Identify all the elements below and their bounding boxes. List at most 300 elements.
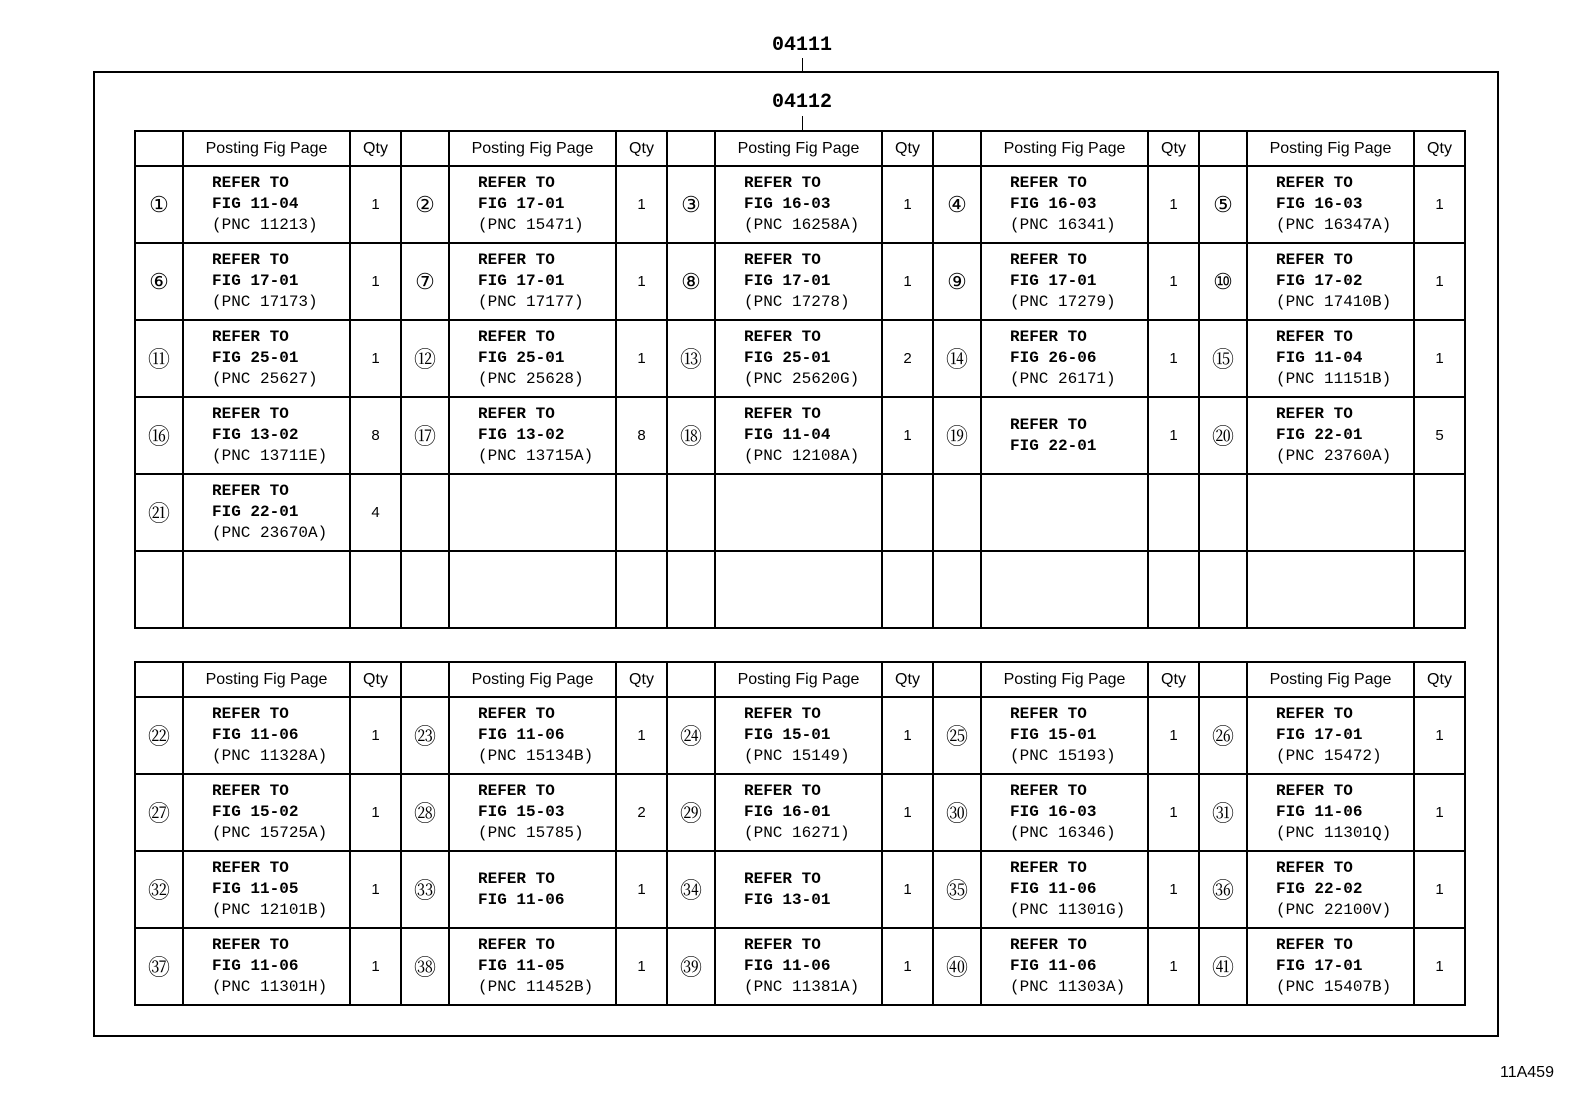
qty-cell: 1 xyxy=(1148,397,1199,474)
qty-cell: 1 xyxy=(1148,851,1199,928)
reference-pnc-line: (PNC 23760A) xyxy=(1276,447,1392,465)
reference-fig-line: FIG 17-01 xyxy=(744,272,831,290)
reference-fig-line: FIG 22-01 xyxy=(1276,426,1363,444)
reference-text xyxy=(716,327,881,390)
table-row xyxy=(135,928,1465,1005)
reference-cell xyxy=(981,928,1148,1005)
callout-number: ① xyxy=(135,166,183,243)
reference-refer-line: REFER TO xyxy=(212,782,289,800)
reference-pnc-line: (PNC 15785) xyxy=(478,824,584,842)
reference-text xyxy=(184,704,349,767)
callout-number: ⑬ xyxy=(667,320,715,397)
qty-cell xyxy=(1414,474,1465,551)
qty-cell xyxy=(1148,474,1199,551)
reference-pnc-line: (PNC 11151B) xyxy=(1276,370,1392,388)
callout-number: ⑥ xyxy=(135,243,183,320)
reference-cell xyxy=(183,397,350,474)
callout-number: ㉟ xyxy=(933,851,981,928)
callout-number: ⑳ xyxy=(1199,397,1247,474)
reference-pnc-line: (PNC 11213) xyxy=(212,216,318,234)
reference-text xyxy=(1248,173,1413,236)
reference-refer-line: REFER TO xyxy=(1276,405,1353,423)
reference-cell xyxy=(449,397,616,474)
reference-fig-line: FIG 17-02 xyxy=(1276,272,1363,290)
header-blank xyxy=(135,662,183,697)
header-posting-fig-page: Posting Fig Page xyxy=(715,662,882,697)
reference-cell xyxy=(1247,397,1414,474)
reference-refer-line: REFER TO xyxy=(1276,174,1353,192)
reference-text xyxy=(982,250,1147,313)
reference-fig-line: FIG 25-01 xyxy=(212,349,299,367)
callout-number: ㊲ xyxy=(135,928,183,1005)
reference-text xyxy=(716,869,881,911)
callout-number: ② xyxy=(401,166,449,243)
qty-cell: 1 xyxy=(882,851,933,928)
reference-text xyxy=(450,935,615,998)
table-row xyxy=(135,320,1465,397)
reference-pnc-line: (PNC 17410B) xyxy=(1276,293,1392,311)
qty-cell: 5 xyxy=(1414,397,1465,474)
callout-number: ㉜ xyxy=(135,851,183,928)
reference-fig-line: FIG 16-01 xyxy=(744,803,831,821)
reference-fig-line: FIG 17-01 xyxy=(1276,957,1363,975)
reference-refer-line: REFER TO xyxy=(1276,705,1353,723)
callout-number: ⑧ xyxy=(667,243,715,320)
callout-number: ㉑ xyxy=(135,474,183,551)
reference-text xyxy=(1248,404,1413,467)
reference-text xyxy=(1248,250,1413,313)
reference-fig-line: FIG 11-06 xyxy=(212,726,299,744)
qty-cell: 1 xyxy=(350,851,401,928)
reference-pnc-line: (PNC 11303A) xyxy=(1010,978,1126,996)
reference-text xyxy=(716,935,881,998)
reference-cell xyxy=(715,551,882,628)
qty-cell: 1 xyxy=(616,851,667,928)
qty-cell: 1 xyxy=(882,166,933,243)
callout-number: ㉔ xyxy=(667,697,715,774)
reference-cell xyxy=(449,551,616,628)
reference-pnc-line: (PNC 23670A) xyxy=(212,524,328,542)
reference-pnc-line: (PNC 12101B) xyxy=(212,901,328,919)
callout-number: ㉖ xyxy=(1199,697,1247,774)
reference-cell xyxy=(183,774,350,851)
reference-pnc-line: (PNC 15472) xyxy=(1276,747,1382,765)
table-row xyxy=(135,397,1465,474)
reference-pnc-line: (PNC 26171) xyxy=(1010,370,1116,388)
reference-cell xyxy=(981,774,1148,851)
qty-cell: 1 xyxy=(882,774,933,851)
reference-pnc-line: (PNC 17279) xyxy=(1010,293,1116,311)
reference-pnc-line: (PNC 25620G) xyxy=(744,370,860,388)
reference-text xyxy=(450,869,615,911)
reference-text xyxy=(450,173,615,236)
qty-cell: 1 xyxy=(1148,774,1199,851)
callout-number: ㊴ xyxy=(667,928,715,1005)
reference-refer-line: REFER TO xyxy=(744,869,821,888)
reference-text xyxy=(184,250,349,313)
reference-cell xyxy=(981,243,1148,320)
reference-text xyxy=(982,858,1147,921)
callout-number xyxy=(401,551,449,628)
callout-number xyxy=(1199,551,1247,628)
reference-pnc-line: (PNC 16346) xyxy=(1010,824,1116,842)
header-blank xyxy=(933,131,981,166)
reference-cell xyxy=(981,397,1148,474)
reference-text xyxy=(716,250,881,313)
callout-number: ⑮ xyxy=(1199,320,1247,397)
callout-number: ⑱ xyxy=(667,397,715,474)
callout-number: ㉝ xyxy=(401,851,449,928)
qty-cell xyxy=(1414,551,1465,628)
reference-cell xyxy=(183,166,350,243)
reference-refer-line: REFER TO xyxy=(478,174,555,192)
reference-pnc-line: (PNC 25627) xyxy=(212,370,318,388)
header-posting-fig-page: Posting Fig Page xyxy=(981,662,1148,697)
reference-cell xyxy=(715,243,882,320)
reference-fig-line: FIG 11-05 xyxy=(478,957,565,975)
reference-cell xyxy=(715,166,882,243)
qty-cell: 1 xyxy=(616,928,667,1005)
reference-refer-line: REFER TO xyxy=(1010,251,1087,269)
reference-cell xyxy=(183,243,350,320)
qty-cell: 8 xyxy=(616,397,667,474)
reference-cell xyxy=(449,697,616,774)
qty-cell: 1 xyxy=(1148,320,1199,397)
reference-fig-line: FIG 17-01 xyxy=(1276,726,1363,744)
reference-text xyxy=(184,781,349,844)
reference-refer-line: REFER TO xyxy=(744,705,821,723)
qty-cell xyxy=(882,551,933,628)
reference-refer-line: REFER TO xyxy=(1010,782,1087,800)
reference-text xyxy=(184,858,349,921)
qty-cell: 1 xyxy=(1148,928,1199,1005)
reference-fig-line: FIG 15-01 xyxy=(744,726,831,744)
reference-text xyxy=(450,327,615,390)
reference-pnc-line: (PNC 15725A) xyxy=(212,824,328,842)
reference-fig-line: FIG 15-02 xyxy=(212,803,299,821)
header-posting-fig-page: Posting Fig Page xyxy=(1247,131,1414,166)
callout-number: ⑨ xyxy=(933,243,981,320)
reference-cell xyxy=(449,166,616,243)
reference-pnc-line: (PNC 11301Q) xyxy=(1276,824,1392,842)
reference-refer-line: REFER TO xyxy=(478,705,555,723)
qty-cell: 1 xyxy=(616,243,667,320)
qty-cell: 2 xyxy=(616,774,667,851)
reference-text xyxy=(716,704,881,767)
callout-number xyxy=(1199,474,1247,551)
reference-text xyxy=(1248,781,1413,844)
reference-cell xyxy=(715,851,882,928)
reference-fig-line: FIG 17-01 xyxy=(1010,272,1097,290)
outer-leader-line xyxy=(802,58,803,71)
reference-cell xyxy=(981,551,1148,628)
callout-number xyxy=(667,551,715,628)
reference-fig-line: FIG 13-01 xyxy=(744,890,831,909)
reference-refer-line: REFER TO xyxy=(1010,936,1087,954)
reference-text xyxy=(1248,935,1413,998)
header-qty: Qty xyxy=(350,662,401,697)
reference-fig-line: FIG 16-03 xyxy=(1010,803,1097,821)
reference-refer-line: REFER TO xyxy=(744,328,821,346)
callout-number xyxy=(667,474,715,551)
header-row xyxy=(135,131,1465,166)
reference-pnc-line: (PNC 13711E) xyxy=(212,447,328,465)
reference-fig-line: FIG 17-01 xyxy=(478,272,565,290)
reference-fig-line: FIG 11-06 xyxy=(1010,957,1097,975)
illustration-code: 11A459 xyxy=(1500,1064,1554,1081)
callout-number: ㉓ xyxy=(401,697,449,774)
reference-fig-line: FIG 17-01 xyxy=(478,195,565,213)
header-blank xyxy=(401,131,449,166)
callout-number: ⑰ xyxy=(401,397,449,474)
reference-text xyxy=(184,481,349,544)
reference-refer-line: REFER TO xyxy=(744,174,821,192)
reference-pnc-line: (PNC 17278) xyxy=(744,293,850,311)
callout-number: ⑫ xyxy=(401,320,449,397)
reference-fig-line: FIG 22-01 xyxy=(212,503,299,521)
reference-cell xyxy=(715,774,882,851)
reference-text xyxy=(982,935,1147,998)
header-qty: Qty xyxy=(350,131,401,166)
reference-text xyxy=(982,415,1147,457)
reference-pnc-line: (PNC 25628) xyxy=(478,370,584,388)
reference-pnc-line: (PNC 16341) xyxy=(1010,216,1116,234)
callout-number: ㊳ xyxy=(401,928,449,1005)
qty-cell: 1 xyxy=(1414,774,1465,851)
callout-number: ④ xyxy=(933,166,981,243)
callout-number: ㊶ xyxy=(1199,928,1247,1005)
reference-pnc-line: (PNC 16271) xyxy=(744,824,850,842)
reference-cell xyxy=(715,928,882,1005)
reference-fig-line: FIG 11-06 xyxy=(212,957,299,975)
reference-fig-line: FIG 16-03 xyxy=(1010,195,1097,213)
callout-number: ㉒ xyxy=(135,697,183,774)
reference-fig-line: FIG 13-02 xyxy=(212,426,299,444)
reference-text xyxy=(450,781,615,844)
callout-number: ③ xyxy=(667,166,715,243)
reference-fig-line: FIG 15-03 xyxy=(478,803,565,821)
reference-cell xyxy=(449,243,616,320)
reference-refer-line: REFER TO xyxy=(744,405,821,423)
table-row xyxy=(135,243,1465,320)
reference-refer-line: REFER TO xyxy=(212,174,289,192)
callout-number: ⑲ xyxy=(933,397,981,474)
callout-number: ㊵ xyxy=(933,928,981,1005)
header-qty: Qty xyxy=(1148,131,1199,166)
reference-cell xyxy=(1247,320,1414,397)
reference-text xyxy=(184,327,349,390)
reference-cell xyxy=(449,928,616,1005)
reference-refer-line: REFER TO xyxy=(478,869,555,888)
reference-fig-line: FIG 16-03 xyxy=(1276,195,1363,213)
reference-pnc-line: (PNC 22100V) xyxy=(1276,901,1392,919)
qty-cell: 1 xyxy=(350,320,401,397)
reference-text xyxy=(1248,858,1413,921)
reference-refer-line: REFER TO xyxy=(212,328,289,346)
reference-cell xyxy=(449,320,616,397)
callout-number: ⑦ xyxy=(401,243,449,320)
reference-text xyxy=(982,173,1147,236)
callout-number: ㉙ xyxy=(667,774,715,851)
reference-pnc-line: (PNC 15193) xyxy=(1010,747,1116,765)
qty-cell: 1 xyxy=(1414,697,1465,774)
reference-cell xyxy=(1247,774,1414,851)
reference-pnc-line: (PNC 17173) xyxy=(212,293,318,311)
reference-text xyxy=(716,404,881,467)
reference-refer-line: REFER TO xyxy=(478,405,555,423)
reference-pnc-line: (PNC 11328A) xyxy=(212,747,328,765)
callout-number: ㉘ xyxy=(401,774,449,851)
reference-cell xyxy=(183,551,350,628)
reference-refer-line: REFER TO xyxy=(212,405,289,423)
header-blank xyxy=(933,662,981,697)
reference-cell xyxy=(1247,928,1414,1005)
qty-cell xyxy=(350,551,401,628)
callout-number: ㉕ xyxy=(933,697,981,774)
callout-number: ⑪ xyxy=(135,320,183,397)
reference-pnc-line: (PNC 12108A) xyxy=(744,447,860,465)
qty-cell: 1 xyxy=(1148,243,1199,320)
reference-refer-line: REFER TO xyxy=(212,859,289,877)
reference-text xyxy=(1248,704,1413,767)
qty-cell: 1 xyxy=(350,697,401,774)
reference-pnc-line: (PNC 15471) xyxy=(478,216,584,234)
reference-refer-line: REFER TO xyxy=(212,251,289,269)
callout-number: ㉗ xyxy=(135,774,183,851)
callout-number xyxy=(401,474,449,551)
callout-number: ⑭ xyxy=(933,320,981,397)
reference-pnc-line: (PNC 15134B) xyxy=(478,747,594,765)
qty-cell: 1 xyxy=(616,320,667,397)
reference-refer-line: REFER TO xyxy=(478,328,555,346)
header-blank xyxy=(1199,131,1247,166)
qty-cell xyxy=(882,474,933,551)
reference-fig-line: FIG 13-02 xyxy=(478,426,565,444)
reference-pnc-line: (PNC 15407B) xyxy=(1276,978,1392,996)
callout-number: ⑯ xyxy=(135,397,183,474)
reference-cell xyxy=(449,851,616,928)
table-row xyxy=(135,474,1465,551)
callout-number: ㊱ xyxy=(1199,851,1247,928)
qty-cell: 1 xyxy=(1414,851,1465,928)
callout-number: ⑤ xyxy=(1199,166,1247,243)
qty-cell: 1 xyxy=(350,243,401,320)
header-posting-fig-page: Posting Fig Page xyxy=(1247,662,1414,697)
reference-pnc-line: (PNC 11301G) xyxy=(1010,901,1126,919)
reference-cell xyxy=(715,397,882,474)
reference-refer-line: REFER TO xyxy=(1276,328,1353,346)
header-qty: Qty xyxy=(1414,131,1465,166)
reference-fig-line: FIG 26-06 xyxy=(1010,349,1097,367)
reference-fig-line: FIG 25-01 xyxy=(478,349,565,367)
reference-fig-line: FIG 22-01 xyxy=(1010,436,1097,455)
reference-fig-line: FIG 11-06 xyxy=(478,890,565,909)
qty-cell: 1 xyxy=(350,928,401,1005)
header-qty: Qty xyxy=(882,131,933,166)
reference-cell xyxy=(1247,166,1414,243)
reference-cell xyxy=(981,320,1148,397)
qty-cell: 1 xyxy=(1414,243,1465,320)
callout-number: ㉚ xyxy=(933,774,981,851)
header-posting-fig-page: Posting Fig Page xyxy=(183,662,350,697)
header-blank xyxy=(667,131,715,166)
header-posting-fig-page: Posting Fig Page xyxy=(715,131,882,166)
reference-fig-line: FIG 11-06 xyxy=(1010,880,1097,898)
qty-cell: 1 xyxy=(616,697,667,774)
reference-refer-line: REFER TO xyxy=(1010,859,1087,877)
qty-cell: 1 xyxy=(1414,166,1465,243)
reference-pnc-line: (PNC 11301H) xyxy=(212,978,328,996)
header-qty: Qty xyxy=(616,662,667,697)
reference-fig-line: FIG 11-06 xyxy=(744,957,831,975)
reference-text xyxy=(716,173,881,236)
reference-cell xyxy=(981,697,1148,774)
qty-cell xyxy=(616,551,667,628)
qty-cell: 1 xyxy=(350,774,401,851)
reference-pnc-line: (PNC 16258A) xyxy=(744,216,860,234)
reference-pnc-line: (PNC 16347A) xyxy=(1276,216,1392,234)
table-row xyxy=(135,774,1465,851)
reference-refer-line: REFER TO xyxy=(1010,174,1087,192)
qty-cell: 1 xyxy=(1148,166,1199,243)
header-blank xyxy=(135,131,183,166)
table-row xyxy=(135,697,1465,774)
reference-text xyxy=(982,781,1147,844)
qty-cell xyxy=(1148,551,1199,628)
qty-cell: 1 xyxy=(1414,928,1465,1005)
header-posting-fig-page: Posting Fig Page xyxy=(981,131,1148,166)
reference-text xyxy=(450,404,615,467)
parts-table-1 xyxy=(134,130,1466,629)
reference-refer-line: REFER TO xyxy=(744,251,821,269)
reference-text xyxy=(982,327,1147,390)
reference-fig-line: FIG 15-01 xyxy=(1010,726,1097,744)
qty-cell: 1 xyxy=(882,243,933,320)
header-blank xyxy=(1199,662,1247,697)
reference-fig-line: FIG 17-01 xyxy=(212,272,299,290)
header-posting-fig-page: Posting Fig Page xyxy=(183,131,350,166)
header-qty: Qty xyxy=(616,131,667,166)
callout-number: ⑩ xyxy=(1199,243,1247,320)
header-posting-fig-page: Posting Fig Page xyxy=(449,131,616,166)
callout-number xyxy=(933,551,981,628)
reference-cell xyxy=(183,928,350,1005)
reference-cell xyxy=(981,851,1148,928)
header-blank xyxy=(667,662,715,697)
reference-cell xyxy=(1247,474,1414,551)
reference-refer-line: REFER TO xyxy=(1010,705,1087,723)
reference-cell xyxy=(1247,551,1414,628)
qty-cell: 1 xyxy=(1414,320,1465,397)
parts-table-2 xyxy=(134,661,1466,1006)
header-qty: Qty xyxy=(1414,662,1465,697)
callout-number: ㉞ xyxy=(667,851,715,928)
header-blank xyxy=(401,662,449,697)
reference-cell xyxy=(715,474,882,551)
table-row xyxy=(135,166,1465,243)
reference-refer-line: REFER TO xyxy=(212,482,289,500)
reference-fig-line: FIG 22-02 xyxy=(1276,880,1363,898)
reference-fig-line: FIG 11-04 xyxy=(212,195,299,213)
qty-cell: 1 xyxy=(616,166,667,243)
table-row xyxy=(135,851,1465,928)
inner-leader-line xyxy=(802,116,803,130)
callout-number: ㉛ xyxy=(1199,774,1247,851)
qty-cell: 2 xyxy=(882,320,933,397)
reference-fig-line: FIG 11-06 xyxy=(478,726,565,744)
callout-number xyxy=(135,551,183,628)
qty-cell: 1 xyxy=(882,397,933,474)
